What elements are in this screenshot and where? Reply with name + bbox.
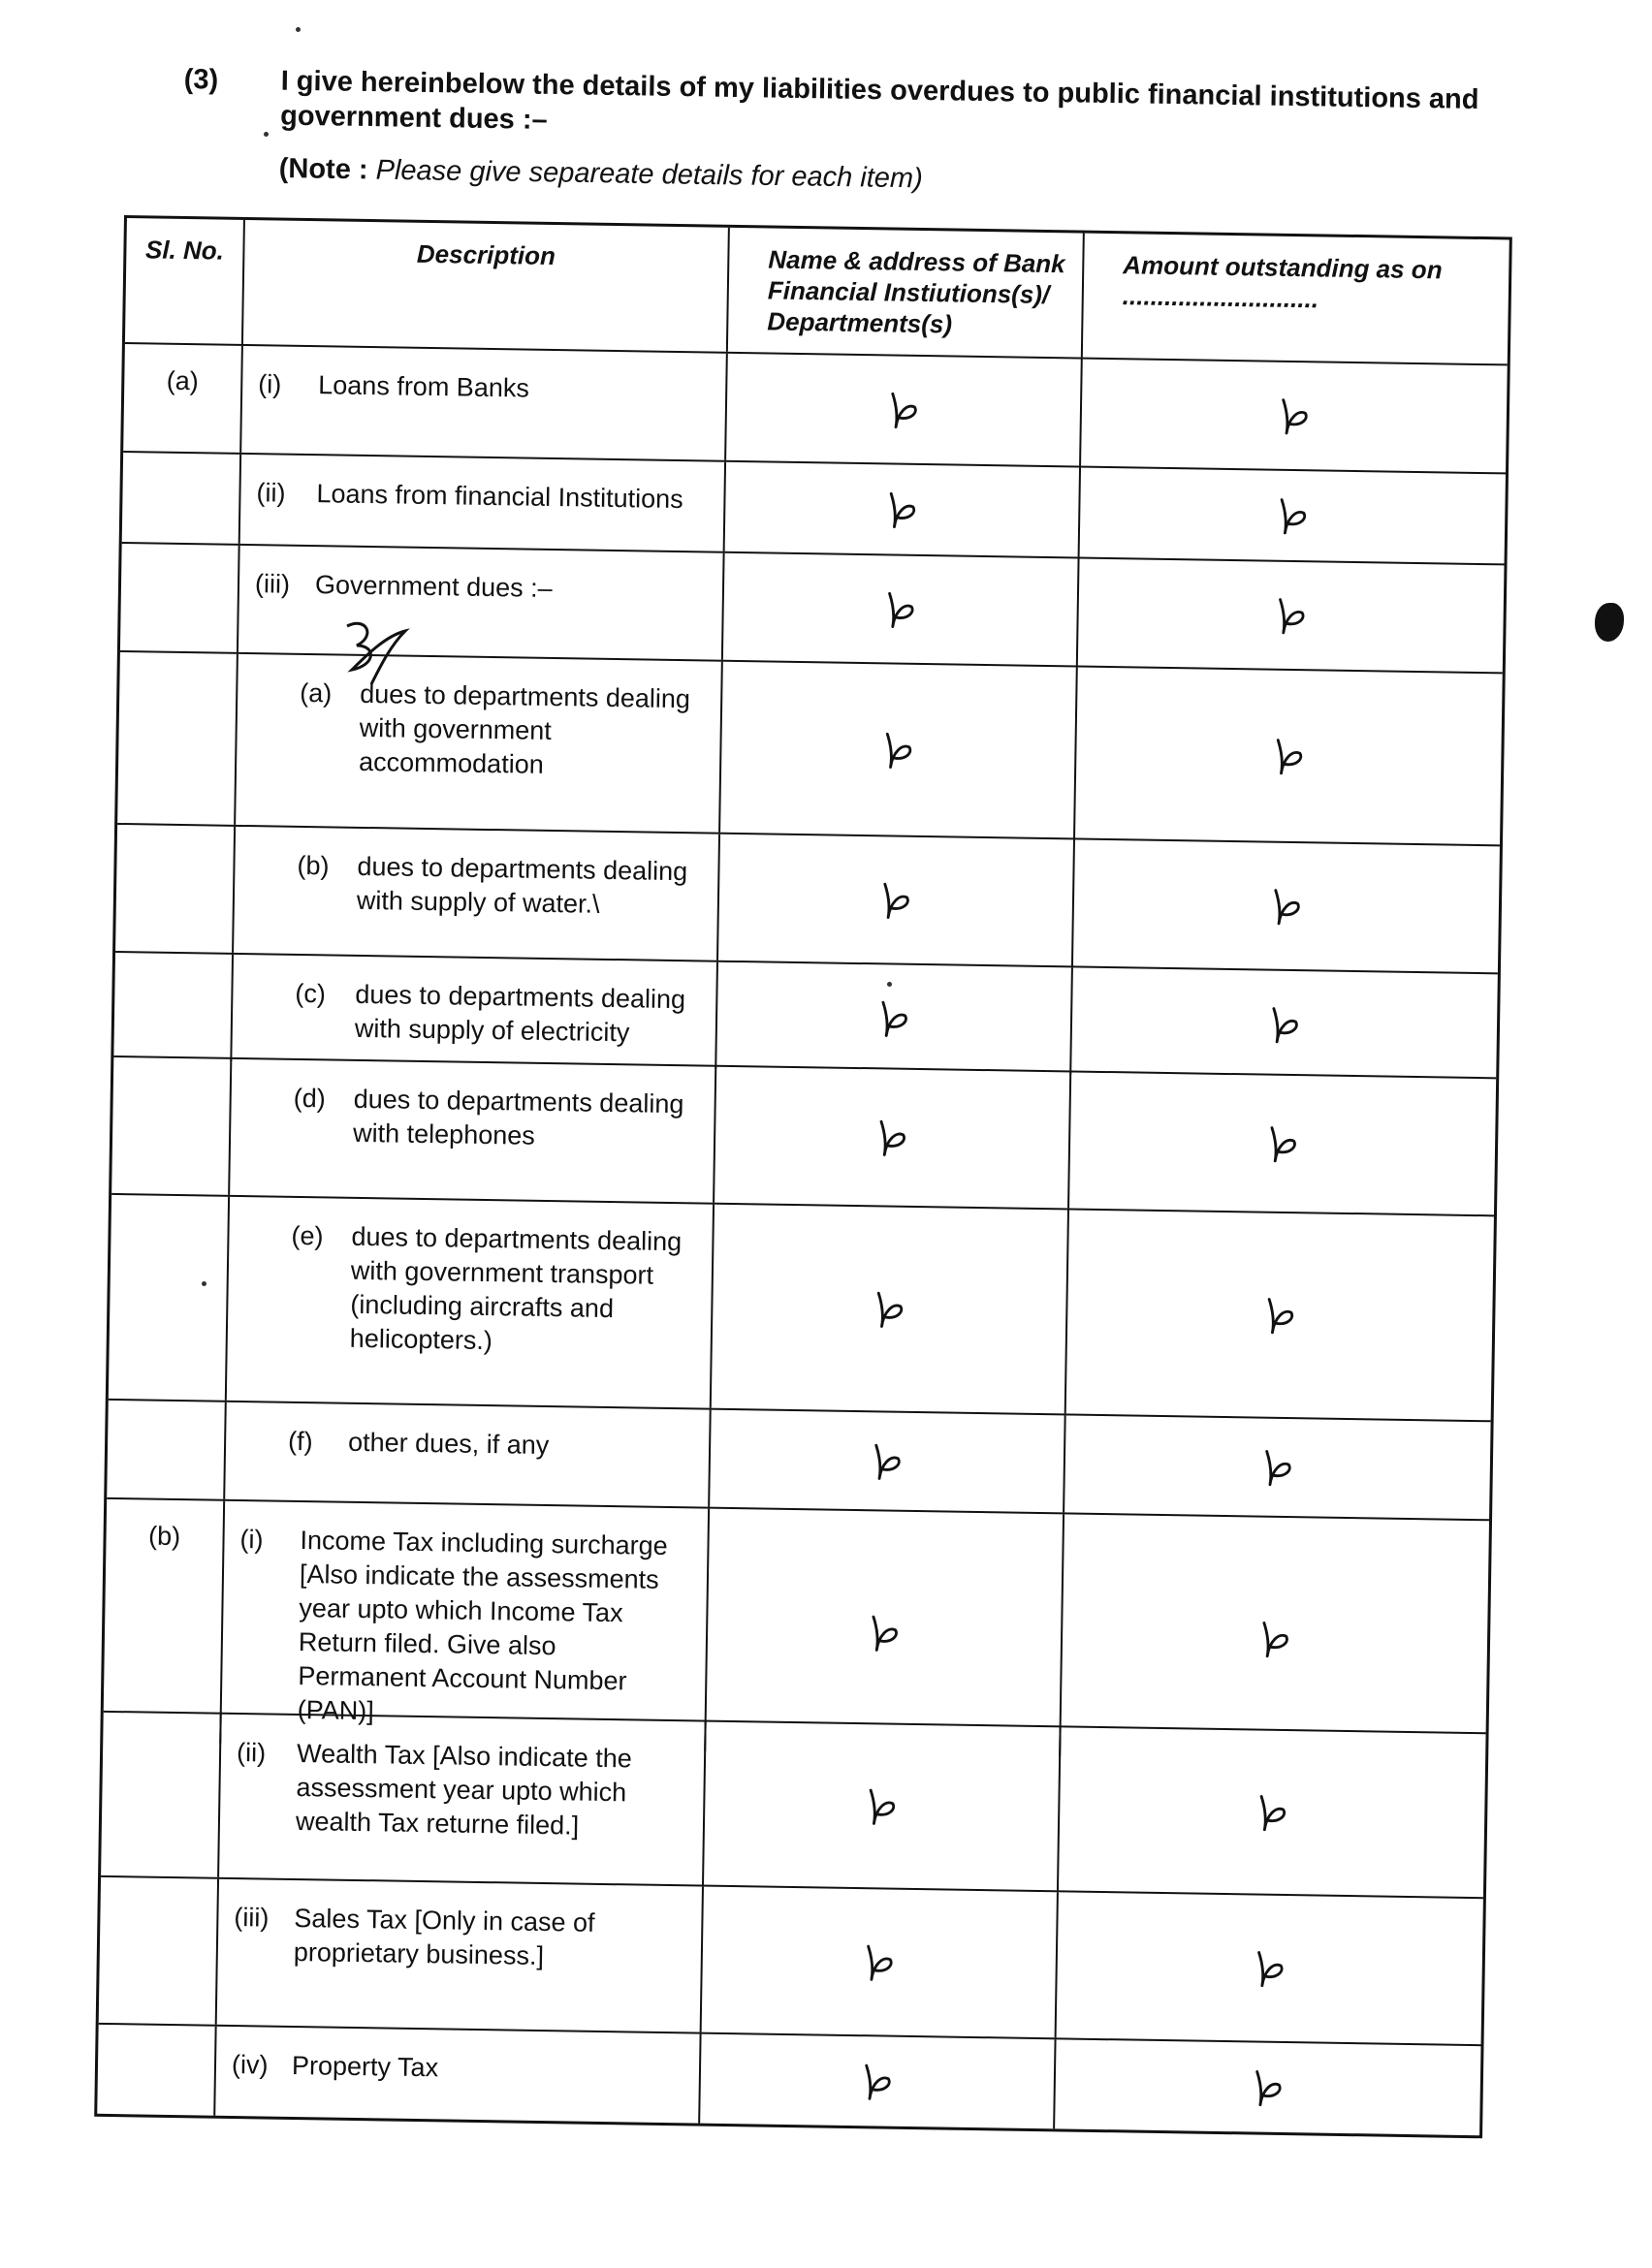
header-description: Description (241, 220, 728, 352)
row-item-marker: (d) (293, 1083, 326, 1114)
nil-handwritten-mark-icon (1259, 1446, 1297, 1490)
row-item-marker: (f) (287, 1426, 313, 1457)
nil-handwritten-mark-icon (1254, 1791, 1291, 1835)
row-description (234, 654, 721, 833)
header-sl-no: Sl. No. (144, 235, 225, 266)
nil-handwritten-mark-icon (1256, 1618, 1294, 1661)
row-description (215, 1879, 702, 2032)
nil-handwritten-mark-icon (885, 388, 923, 431)
row-name-address-mark (710, 1205, 1067, 1414)
row-amount-mark (1069, 967, 1498, 1081)
nil-handwritten-mark-icon (1266, 1003, 1304, 1047)
row-sl-no (101, 1713, 220, 1877)
row-item-marker: (iii) (234, 1903, 270, 1933)
row-name-address-mark (698, 2034, 1054, 2129)
nil-handwritten-mark-icon (1270, 735, 1308, 778)
row-item-text: Loans from financial Institutions (316, 479, 683, 515)
row-name-address-mark (716, 835, 1073, 966)
table-row (113, 951, 1498, 1077)
row-amount-mark (1053, 2039, 1480, 2135)
section-heading (183, 62, 1541, 136)
nil-handwritten-mark-icon (871, 1287, 908, 1331)
row-amount-mark (1059, 1514, 1489, 1763)
row-amount-mark (1064, 1210, 1494, 1420)
row-sl-no: (b) (147, 1521, 181, 1552)
row-amount-mark (1073, 667, 1503, 844)
row-description (219, 1501, 708, 1751)
row-item-marker: (iv) (231, 2049, 269, 2080)
table-row (111, 1055, 1496, 1214)
row-sl-no (113, 953, 232, 1061)
nil-handwritten-mark-icon (883, 488, 921, 531)
nil-handwritten-mark-icon (1268, 885, 1306, 929)
table-row (123, 342, 1508, 472)
row-sl-no (120, 544, 238, 652)
row-item-marker: (a) (300, 677, 333, 709)
row-description (213, 2027, 699, 2124)
table-header-row (125, 218, 1509, 363)
row-item-marker: (i) (258, 369, 282, 399)
row-item-text: Property Tax (291, 2050, 439, 2083)
table-row (99, 1875, 1483, 2044)
row-name-address-mark (704, 1509, 1063, 1757)
table-row (109, 1193, 1494, 1420)
row-description (232, 827, 718, 961)
nil-handwritten-mark-icon (1272, 594, 1310, 638)
nil-handwritten-mark-icon (863, 1784, 901, 1828)
row-name-address-mark (721, 553, 1078, 666)
nil-handwritten-mark-icon (879, 728, 917, 772)
row-sl-no (111, 1057, 230, 1195)
row-description (238, 455, 724, 551)
row-description (230, 955, 716, 1069)
row-name-address-mark (724, 354, 1081, 466)
row-description (239, 346, 726, 460)
row-amount-mark (1067, 1072, 1496, 1214)
row-name-address-mark (713, 1067, 1069, 1209)
nil-handwritten-mark-icon (875, 996, 913, 1040)
row-sl-no (115, 825, 234, 953)
row-item-text: dues to departments dealing with supply of water.\ (356, 851, 688, 919)
nil-handwritten-mark-icon (1274, 494, 1312, 538)
row-item-text: Loans from Banks (318, 370, 530, 403)
row-description (225, 1197, 713, 1408)
row-description (228, 1059, 715, 1203)
table-row (104, 1497, 1489, 1732)
row-amount-mark (1057, 1727, 1486, 1897)
row-amount-mark (1079, 360, 1508, 473)
row-item-text: other dues, if any (347, 1427, 550, 1461)
handwritten-initial-mark (337, 616, 415, 694)
row-amount-mark (1076, 558, 1505, 672)
row-item-text: Sales Tax [Only in case of proprietary business.] (293, 1903, 595, 1971)
row-name-address-mark (702, 1722, 1060, 1891)
ink-stain (1595, 603, 1624, 642)
row-item-text: dues to departments dealing with government accommodation (358, 678, 691, 779)
note-line (278, 153, 923, 195)
row-sl-no (97, 2025, 214, 2116)
row-item-marker: (i) (239, 1525, 264, 1555)
table-row (117, 650, 1503, 844)
nil-handwritten-mark-icon (1276, 394, 1314, 438)
header-name-address: Name & address of Bank Financial Instiutions(s)/ Departments(s) (726, 228, 1083, 358)
row-item-marker: (ii) (256, 478, 286, 508)
header-amount: Amount outstanding as on ............................ (1081, 234, 1509, 364)
row-item-marker: (iii) (254, 569, 291, 599)
row-name-address-mark (700, 1887, 1057, 2038)
row-name-address-mark (723, 462, 1079, 557)
table-row (101, 1711, 1485, 1897)
row-item-text: Wealth Tax [Also indicate the assessment year upto which wealth Tax returne filed.] (295, 1738, 632, 1841)
note-label: (Note : (278, 153, 368, 186)
table-row (115, 823, 1500, 972)
row-amount-mark (1055, 1892, 1483, 2044)
row-item-text: dues to departments dealing with government transport (including aircrafts and helicopters.) (349, 1221, 683, 1356)
nil-handwritten-mark-icon (860, 1940, 898, 1984)
row-item-text: dues to departments dealing with telephones (352, 1084, 684, 1150)
row-item-marker: (b) (297, 850, 330, 881)
scan-speck (264, 132, 269, 137)
row-amount-mark (1078, 468, 1506, 564)
row-name-address-mark (718, 662, 1076, 838)
row-item-marker: (c) (295, 978, 327, 1009)
nil-handwritten-mark-icon (1249, 2065, 1287, 2109)
row-description (217, 1715, 705, 1885)
row-sl-no: (a) (166, 365, 200, 396)
row-sl-no (122, 453, 239, 544)
nil-handwritten-mark-icon (874, 1116, 911, 1159)
row-item-marker: (e) (291, 1220, 324, 1251)
section-number: (3) (183, 63, 219, 96)
row-item-text: dues to departments dealing with supply of electricity (354, 979, 686, 1048)
row-sl-no (117, 652, 237, 825)
row-sl-no (99, 1877, 217, 2025)
section-heading-text: I give hereinbelow the details of my liabilities overdues to public financial institutions and government dues :– (279, 65, 1479, 136)
nil-handwritten-mark-icon (1264, 1122, 1302, 1166)
nil-handwritten-mark-icon (881, 587, 919, 631)
row-description (237, 546, 723, 660)
nil-handwritten-mark-icon (1251, 1946, 1288, 1990)
scan-speck (202, 1281, 206, 1286)
row-sl-no (107, 1401, 225, 1499)
row-description (223, 1402, 710, 1507)
nil-handwritten-mark-icon (869, 1439, 906, 1483)
row-item-text: Government dues :– (314, 570, 553, 603)
nil-handwritten-mark-icon (1261, 1294, 1299, 1338)
nil-handwritten-mark-icon (877, 878, 915, 922)
table-row (120, 542, 1505, 672)
row-item-text: Income Tax including surcharge [Also indicate the assessments year upto which Income Tax Return filed. Give also Permanent Account Number (PAN)] (297, 1526, 668, 1726)
nil-handwritten-mark-icon (859, 2060, 897, 2103)
row-name-address-mark (708, 1410, 1064, 1513)
scan-speck (887, 982, 892, 987)
note-body: Please give separeate details for each item) (367, 154, 924, 195)
row-sl-no (109, 1195, 228, 1401)
row-name-address-mark (715, 962, 1071, 1075)
liabilities-table (94, 215, 1512, 2138)
row-amount-mark (1071, 839, 1500, 972)
scan-speck (296, 27, 301, 32)
nil-handwritten-mark-icon (866, 1611, 904, 1654)
row-amount-mark (1063, 1415, 1491, 1519)
row-item-marker: (ii) (236, 1738, 267, 1768)
